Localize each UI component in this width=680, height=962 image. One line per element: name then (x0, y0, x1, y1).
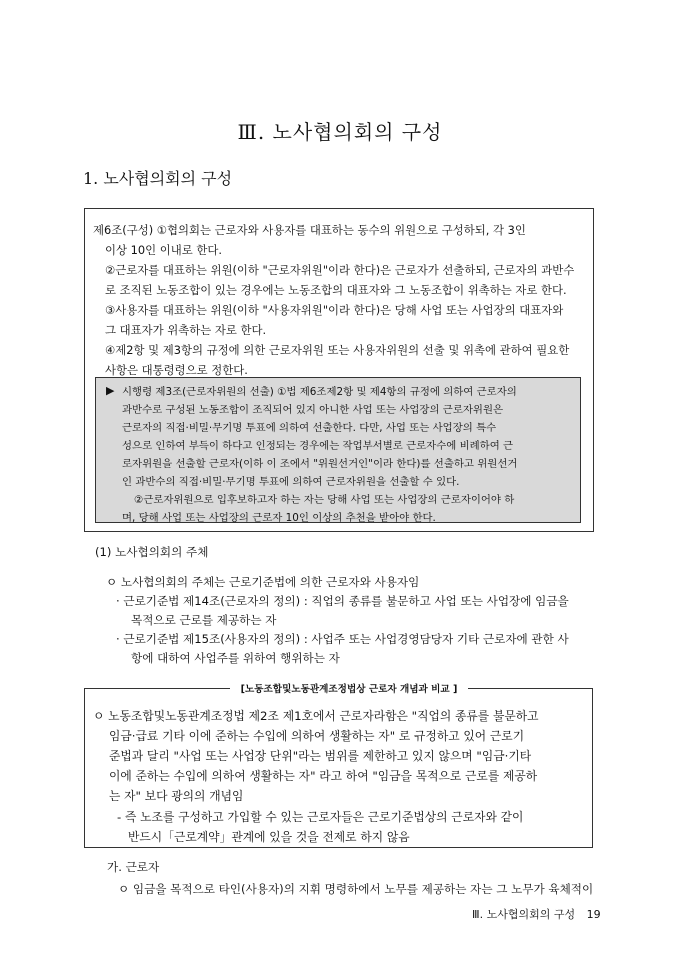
page-number: 19 (586, 908, 601, 921)
decree-marker-icon: ▶ (106, 384, 115, 397)
definition-item: 항에 대하여 사업주를 위하여 행위하는 자 (131, 651, 340, 665)
law-line: 그 대표자가 위촉하는 자로 한다. (105, 323, 267, 337)
worker-heading: 가. 근로자 (107, 860, 160, 874)
comparison-line: 는 자" 보다 광의의 개념임 (109, 789, 244, 803)
subject-bullet: ㅇ 노사협의회의 주체는 근로기준법에 의한 근로자와 사용자임 (106, 575, 420, 589)
page-footer (472, 906, 601, 922)
comparison-line: ㅇ 노동조합및노동관계조정법 제2조 제1호에서 근로자라함은 "직업의 종류를 불문하고 (93, 709, 539, 723)
subject-heading: (1) 노사협의회의 주체 (95, 545, 209, 559)
law-line: ③사용자를 대표하는 위원(이하 "사용자위원"이라 한다)은 당해 사업 또는 사업장의 대표자와 (105, 303, 564, 317)
footer-section: Ⅲ. 노사협의회의 구성 (472, 908, 576, 921)
comparison-box (84, 688, 593, 848)
decree-line: 로자위원을 선출할 근로자(이하 이 조에서 "위원선거인"이라 한다)를 선출하고 위원선거 (122, 458, 518, 470)
comparison-line: - 즉 노조를 구성하고 가입할 수 있는 근로자들은 근로기준법상의 근로자와 같이 (117, 810, 524, 824)
decree-line: 며, 당해 사업 또는 사업장의 근로자 10인 이상의 추천을 받아야 한다. (122, 512, 436, 524)
worker-bullet: ㅇ 임금을 목적으로 타인(사용자)의 지휘 명령하에서 노무를 제공하는 자는 그 노무가 육체적이 (118, 882, 594, 896)
law-line: ④제2항 및 제3항의 규정에 의한 근로자위원 또는 사용자위원의 선출 및 위촉에 관하여 필요한 (105, 343, 570, 357)
comparison-title: [노동조합및노동관계조정법상 근로자 개념과 비교 ] (240, 684, 458, 695)
comparison-line: 준법과 달리 "사업 또는 사업장 단위"라는 범위를 제한하고 있지 않으며 "임금·기타 (109, 749, 532, 763)
comparison-line: 이에 준하는 수입에 의하여 생활하는 자" 라고 하여 "임금을 목적으로 근로를 제공하 (109, 769, 538, 783)
law-article-box (84, 208, 594, 532)
decree-line: ②근로자위원으로 입후보하고자 하는 자는 당해 사업 또는 사업장의 근로자이어야 하 (134, 494, 515, 506)
law-line: 제6조(구성) ①협의회는 근로자와 사용자를 대표하는 동수의 위원으로 구성하되, 각 3인 (93, 223, 526, 237)
law-line: ②근로자를 대표하는 위원(이하 "근로자위원"이라 한다)은 근로자가 선출하되, 근로자의 과반수 (105, 263, 575, 277)
law-line: 이상 10인 이내로 한다. (105, 243, 223, 257)
decree-line: 시행령 제3조(근로자위원의 선출) ①법 제6조제2항 및 제4항의 규정에 의하여 근로자의 (122, 386, 517, 398)
law-line: 로 조직된 노동조합이 있는 경우에는 노동조합의 대표자와 그 노동조합이 위촉하는 자로 한다. (105, 283, 567, 297)
decree-line: 근로자의 직접·비밀·무기명 투표에 의하여 선출한다. 다만, 사업 또는 사업장의 특수 (122, 422, 497, 434)
decree-line: 인 과반수의 직접·비밀·무기명 투표에 의하여 근로자위원을 선출할 수 있다. (122, 476, 460, 488)
decree-line: 성으로 인하여 부득이 하다고 인정되는 경우에는 작업부서별로 근로자수에 비례하여 근 (122, 440, 514, 452)
definition-item: · 근로기준법 제15조(사용자의 정의) : 사업주 또는 사업경영담당자 기타 근로자에 관한 사 (116, 632, 569, 646)
comparison-line: 임금·급료 기타 이에 준하는 수입에 의하여 생활하는 자" 로 규정하고 있어 근로기 (109, 729, 525, 743)
law-line: 사항은 대통령령으로 정한다. (105, 363, 248, 377)
decree-line: 과반수로 구성된 노동조합이 조직되어 있지 아니한 사업 또는 사업장의 근로자위원은 (122, 404, 504, 416)
comparison-line: 반드시「근로계약」관계에 있을 것을 전제로 하지 않음 (128, 830, 410, 844)
section-heading: 1. 노사협의회의 구성 (83, 169, 233, 188)
definition-item: · 근로기준법 제14조(근로자의 정의) : 직업의 종류를 불문하고 사업 또는 사업장에 임금을 (116, 594, 569, 608)
definition-item: 목적으로 근로를 제공하는 자 (131, 613, 277, 627)
chapter-title: Ⅲ. 노사협의회의 구성 (237, 120, 443, 144)
decree-box (95, 377, 581, 523)
